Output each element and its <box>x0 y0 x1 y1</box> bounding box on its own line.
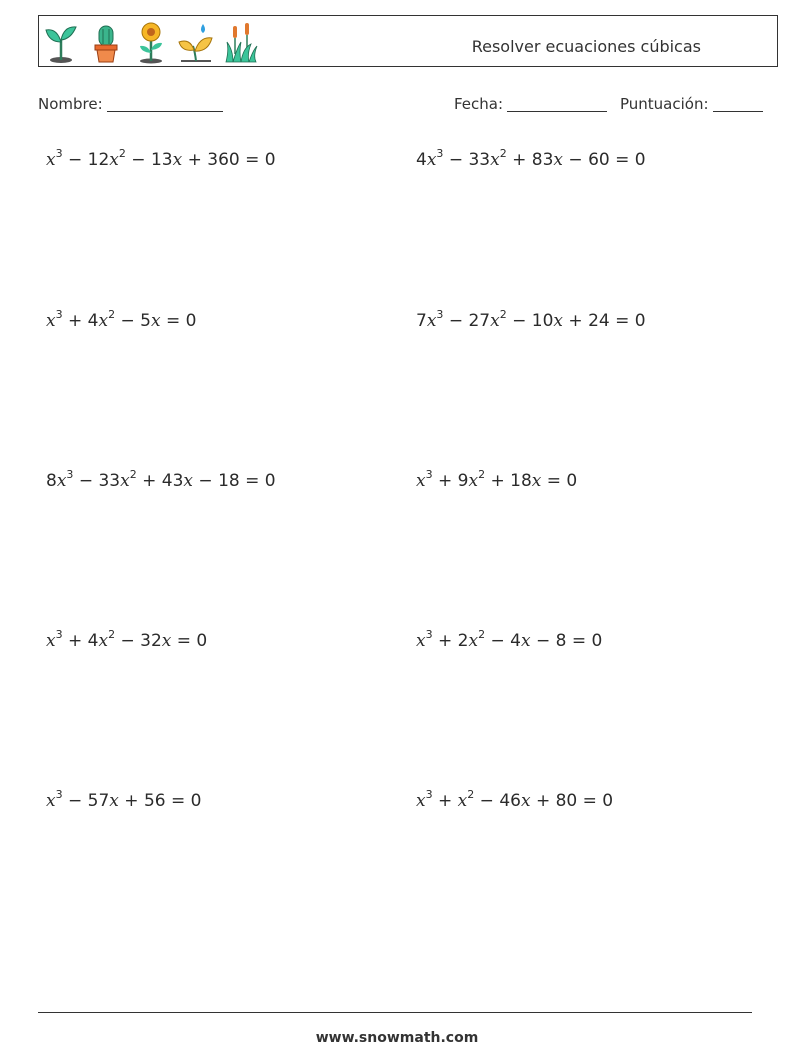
exponent: 3 <box>55 628 63 641</box>
variable: x <box>150 311 161 331</box>
constant-term: 60 <box>588 150 610 170</box>
name-label: Nombre: <box>38 95 103 113</box>
exponent: 3 <box>425 788 433 801</box>
equation-term <box>46 308 63 331</box>
equation-term <box>416 788 433 811</box>
equation-term <box>87 147 126 170</box>
variable: x <box>520 631 531 651</box>
equation-term <box>46 468 74 491</box>
footer-divider <box>38 1012 752 1013</box>
exponent: 2 <box>478 468 486 481</box>
watered-plant-icon <box>178 20 214 64</box>
equals-zero: = 0 <box>615 311 646 331</box>
variable: x <box>553 150 564 170</box>
exponent: 2 <box>478 628 486 641</box>
coefficient: 83 <box>531 150 554 170</box>
equation-term <box>468 147 507 170</box>
date-field[interactable] <box>454 95 607 113</box>
score-field[interactable] <box>620 95 763 113</box>
exponent: 3 <box>55 308 63 321</box>
date-blank[interactable] <box>507 95 607 112</box>
equation-term <box>88 791 119 811</box>
equation-term <box>416 308 444 331</box>
exponent: 3 <box>66 468 74 481</box>
exponent: 2 <box>108 308 116 321</box>
coefficient: 5 <box>140 311 151 331</box>
exponent: 2 <box>118 147 126 160</box>
exponent: 3 <box>55 788 63 801</box>
coefficient: 33 <box>98 471 121 491</box>
equation-term <box>416 628 433 651</box>
equation-term <box>151 150 182 170</box>
equation-term <box>532 311 563 331</box>
coefficient: 4 <box>416 150 427 170</box>
variable: x <box>553 311 564 331</box>
equation-term <box>46 147 63 170</box>
equation-term <box>46 788 63 811</box>
equals-zero: = 0 <box>571 631 603 651</box>
variable: x <box>520 791 531 811</box>
equals-zero: = 0 <box>615 150 646 170</box>
coefficient: 18 <box>510 471 532 491</box>
score-blank[interactable] <box>713 95 763 112</box>
equation-term <box>87 628 116 651</box>
equals-zero: = 0 <box>546 471 578 491</box>
coefficient: 7 <box>416 311 427 331</box>
exponent: 3 <box>436 147 444 160</box>
exponent: 2 <box>499 147 507 160</box>
equation-term <box>499 791 530 811</box>
exponent: 2 <box>129 468 137 481</box>
variable: x <box>468 631 479 651</box>
equation-term <box>532 150 563 170</box>
sprout-icon <box>43 20 79 64</box>
equation-term <box>457 468 486 491</box>
equals-zero: = 0 <box>176 631 208 651</box>
variable: x <box>426 311 437 331</box>
problem-9: $x^3 - 57x + 56 = 0$ <box>46 788 202 811</box>
variable: x <box>46 311 56 331</box>
name-blank[interactable] <box>107 95 223 112</box>
equals-zero: = 0 <box>245 471 276 491</box>
variable: x <box>531 471 542 491</box>
equals-zero: = 0 <box>582 791 614 811</box>
header-icons <box>43 20 259 64</box>
problem-6: $x^3 + 9x^2 + 18x = 0$ <box>416 468 578 491</box>
variable: x <box>468 471 479 491</box>
exponent: 2 <box>499 308 507 321</box>
coefficient: 32 <box>140 631 162 651</box>
equation-term <box>87 308 116 331</box>
equals-zero: = 0 <box>245 150 276 170</box>
problem-10: $x^3 + x^2 - 46x + 80 = 0$ <box>416 788 614 811</box>
exponent: 3 <box>425 628 433 641</box>
variable: x <box>120 471 130 491</box>
problem-1: $x^3 - 12x^2 - 13x + 360 = 0$ <box>46 147 276 170</box>
variable: x <box>98 631 109 651</box>
exponent: 2 <box>108 628 116 641</box>
score-label: Puntuación: <box>620 95 709 113</box>
equals-zero: = 0 <box>171 791 202 811</box>
exponent: 2 <box>467 788 475 801</box>
equals-zero: = 0 <box>165 311 197 331</box>
equation-term <box>416 147 444 170</box>
equation-term <box>140 631 171 651</box>
coefficient: 2 <box>457 631 469 651</box>
coefficient: 43 <box>161 471 184 491</box>
equation-term <box>457 788 475 811</box>
variable: x <box>457 791 468 811</box>
exponent: 3 <box>436 308 444 321</box>
variable: x <box>416 471 426 491</box>
coefficient: 27 <box>468 311 491 331</box>
variable: x <box>183 471 194 491</box>
exponent: 3 <box>425 468 433 481</box>
sunflower-icon <box>133 20 169 64</box>
worksheet-header <box>38 15 778 67</box>
problem-2: $4x^3 - 33x^2 + 83x - 60 = 0$ <box>416 147 646 170</box>
constant-term: 56 <box>143 791 166 811</box>
problem-4: $7x^3 - 27x^2 - 10x + 24 = 0$ <box>416 308 646 331</box>
equation-term <box>416 468 433 491</box>
equation-term <box>468 308 507 331</box>
coefficient: 57 <box>87 791 110 811</box>
variable: x <box>98 311 109 331</box>
constant-term: 8 <box>555 631 567 651</box>
equation-term <box>98 468 137 491</box>
variable: x <box>426 150 437 170</box>
problem-7: $x^3 + 4x^2 - 32x = 0$ <box>46 628 208 651</box>
worksheet-title: Resolver ecuaciones cúbicas <box>471 37 701 56</box>
coefficient: 4 <box>87 311 99 331</box>
coefficient: 4 <box>510 631 521 651</box>
coefficient: 8 <box>46 471 57 491</box>
coefficient: 4 <box>87 631 99 651</box>
constant-term: 24 <box>588 311 610 331</box>
exponent: 3 <box>55 147 63 160</box>
coefficient: 9 <box>457 471 469 491</box>
footer-url[interactable]: www.snowmath.com <box>315 1030 479 1046</box>
variable: x <box>46 791 56 811</box>
date-label: Fecha: <box>454 95 504 113</box>
variable: x <box>46 150 56 170</box>
equation-term <box>140 311 160 331</box>
coefficient: 13 <box>150 150 173 170</box>
cattail-grass-icon <box>223 20 259 64</box>
cactus-pot-icon <box>88 20 124 64</box>
problem-3: $x^3 + 4x^2 - 5x = 0$ <box>46 308 197 331</box>
variable: x <box>109 791 119 811</box>
variable: x <box>172 150 183 170</box>
coefficient: 46 <box>499 791 521 811</box>
equation-term <box>457 628 486 651</box>
variable: x <box>490 150 500 170</box>
equation-term <box>510 471 541 491</box>
constant-term: 18 <box>218 471 240 491</box>
variable: x <box>109 150 119 170</box>
coefficient: 33 <box>468 150 491 170</box>
variable: x <box>490 311 500 331</box>
problem-8: $x^3 + 2x^2 - 4x - 8 = 0$ <box>416 628 603 651</box>
equation-term <box>510 631 530 651</box>
variable: x <box>56 471 67 491</box>
variable: x <box>161 631 172 651</box>
equation-term <box>162 471 193 491</box>
constant-term: 360 <box>207 150 240 170</box>
variable: x <box>416 631 426 651</box>
constant-term: 80 <box>555 791 578 811</box>
equation-term <box>46 628 63 651</box>
coefficient: 10 <box>531 311 554 331</box>
problem-5: $8x^3 - 33x^2 + 43x - 18 = 0$ <box>46 468 276 491</box>
name-field[interactable] <box>38 95 223 113</box>
coefficient: 12 <box>87 150 110 170</box>
variable: x <box>416 791 426 811</box>
variable: x <box>46 631 56 651</box>
